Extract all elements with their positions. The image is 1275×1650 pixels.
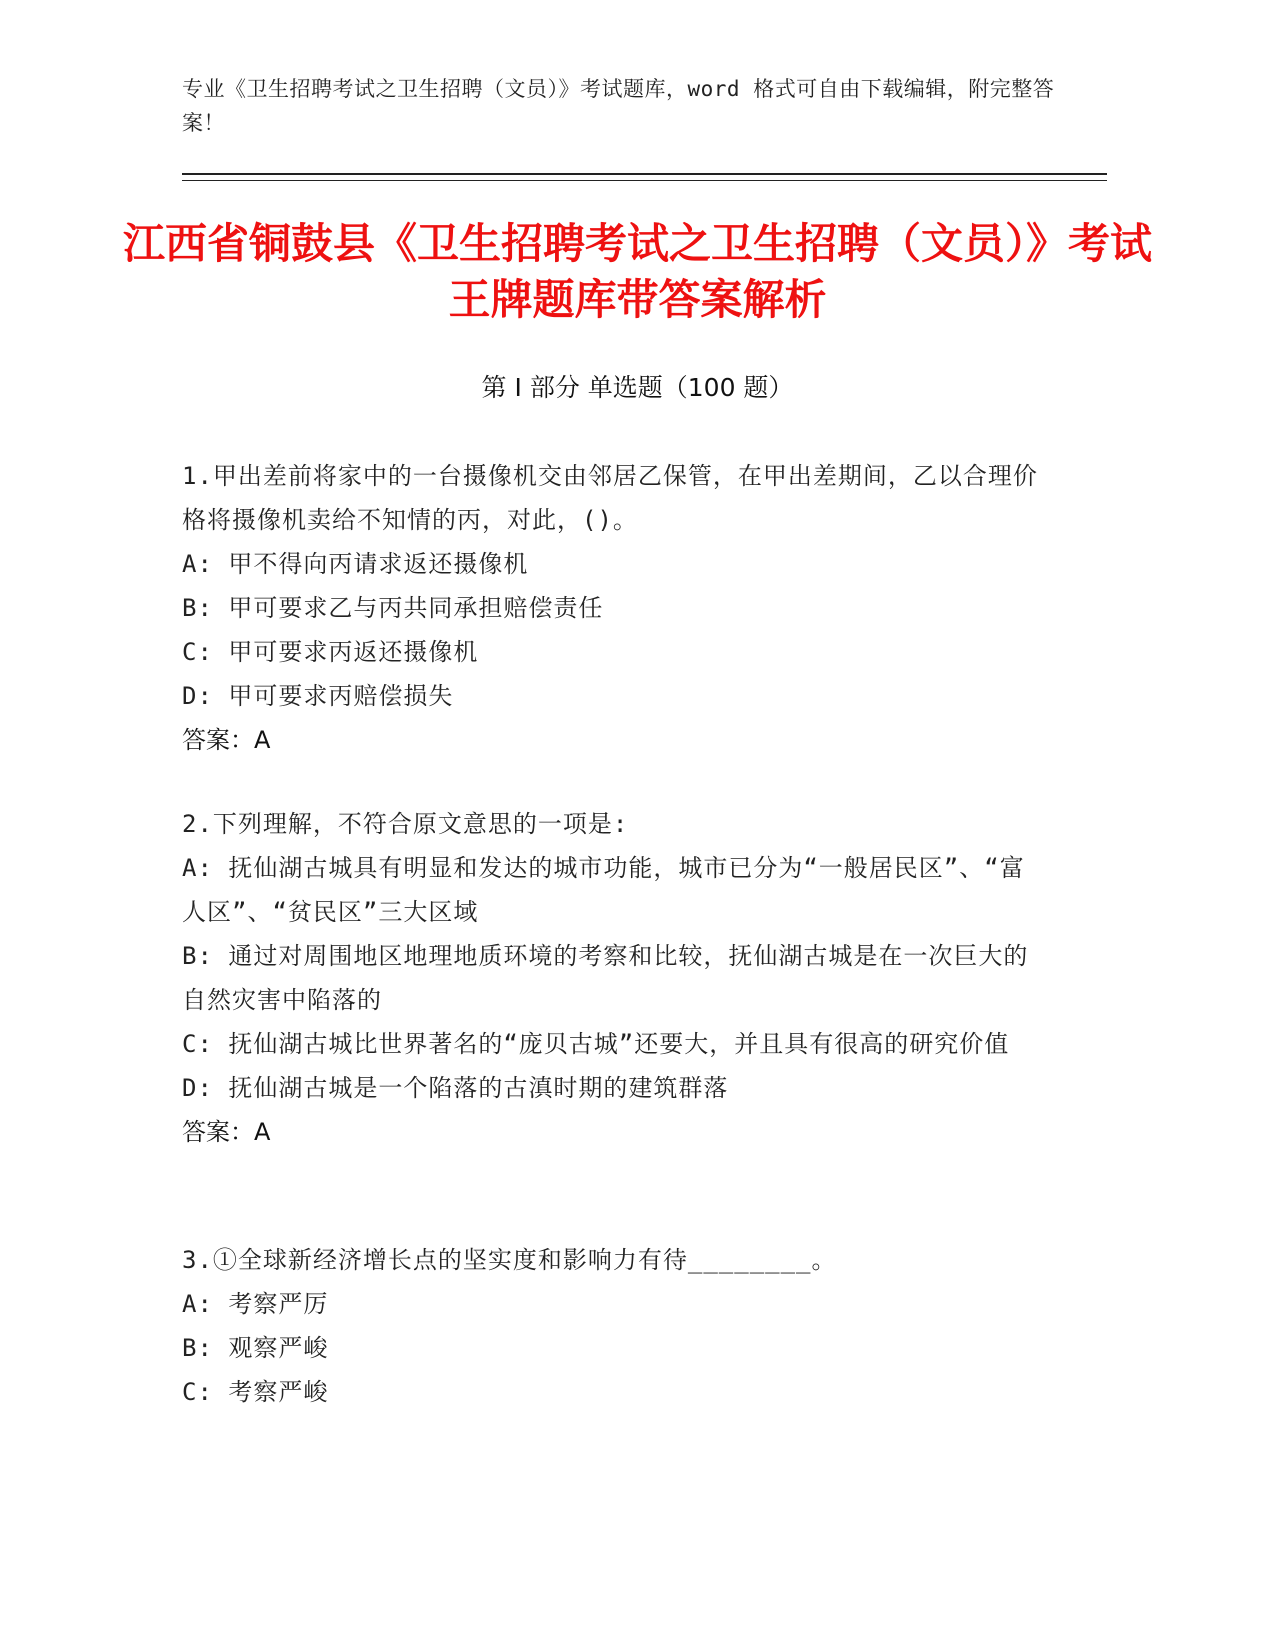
question-1 [182, 454, 1042, 762]
header-rule-thin [182, 180, 1107, 181]
option-a: A: 甲不得向丙请求返还摄像机 [182, 550, 529, 578]
option-c: C: 甲可要求丙返还摄像机 [182, 638, 479, 666]
option-b: B: 甲可要求乙与丙共同承担赔偿责任 [182, 594, 604, 622]
section-title: 第 I 部分 单选题（100 题） [481, 373, 794, 402]
question-3 [182, 1238, 1042, 1414]
answer: 答案：A [182, 726, 271, 754]
answer: 答案：A [182, 1118, 271, 1146]
option-c: C: 考察严峻 [182, 1378, 329, 1406]
option-d: D: 抚仙湖古城是一个陷落的古滇时期的建筑群落 [182, 1074, 729, 1102]
header-note: 专业《卫生招聘考试之卫生招聘（文员）》考试题库，word 格式可自由下载编辑，附完整答案！ [182, 77, 1055, 135]
question-stem: 1.甲出差前将家中的一台摄像机交由邻居乙保管，在甲出差期间，乙以合理价格将摄像机卖给不知情的丙，对此，()。 [182, 462, 1038, 534]
option-b: B: 通过对周围地区地理地质环境的考察和比较，抚仙湖古城是在一次巨大的自然灾害中陷落的 [182, 942, 1029, 1014]
header-rule-thick [182, 173, 1107, 175]
option-a: A: 抚仙湖古城具有明显和发达的城市功能，城市已分为“一般居民区”、“富人区”、“贫民区”三大区域 [182, 854, 1025, 926]
question-stem: 2.下列理解，不符合原文意思的一项是: [182, 810, 629, 838]
question-2 [182, 802, 1042, 1154]
question-stem: 3.①全球新经济增长点的坚实度和影响力有待________。 [182, 1246, 837, 1274]
option-b: B: 观察严峻 [182, 1334, 329, 1362]
option-c: C: 抚仙湖古城比世界著名的“庞贝古城”还要大，并且具有很高的研究价值 [182, 1030, 1010, 1058]
document-title: 江西省铜鼓县《卫生招聘考试之卫生招聘（文员）》考试王牌题库带答案解析 [122, 219, 1152, 324]
option-d: D: 甲可要求丙赔偿损失 [182, 682, 454, 710]
option-a: A: 考察严厉 [182, 1290, 329, 1318]
